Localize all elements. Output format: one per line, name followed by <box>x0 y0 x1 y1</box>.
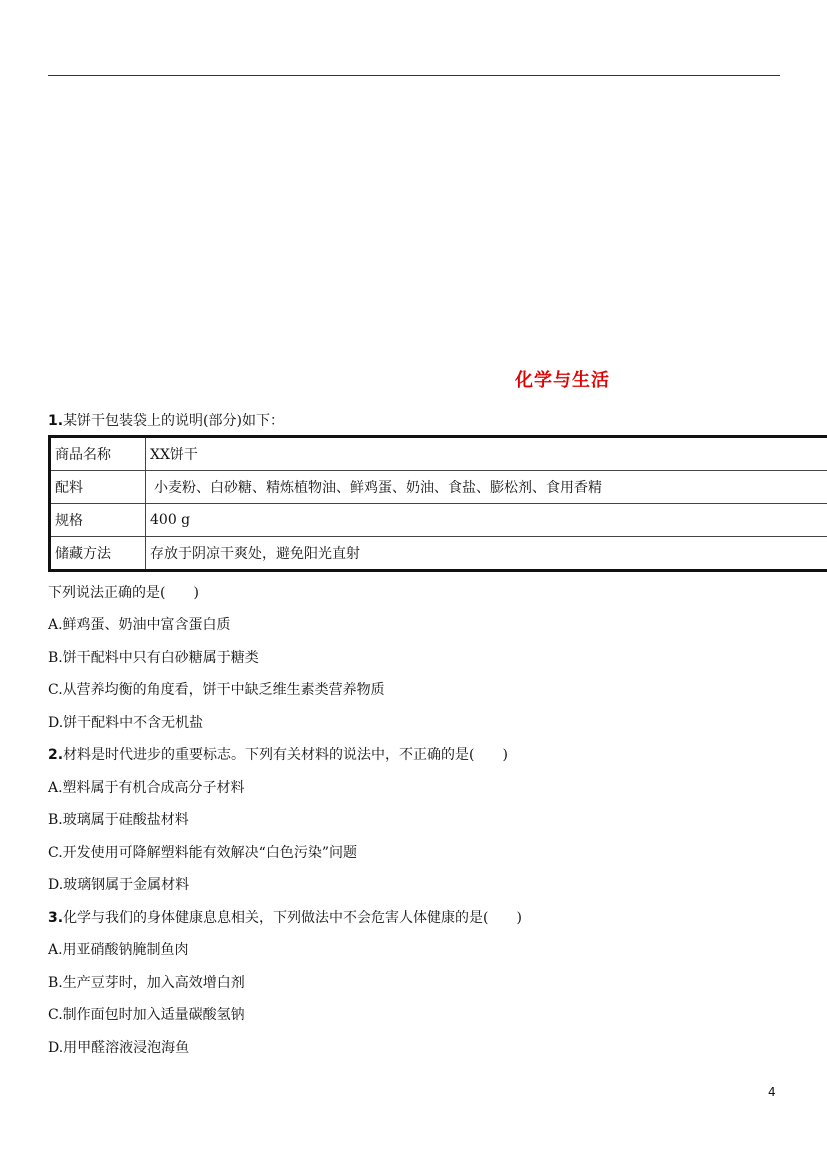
table-cell-label: 储藏方法 <box>50 537 146 571</box>
table-cell-value: 400 g <box>146 504 827 537</box>
table-cell-label: 规格 <box>50 504 146 537</box>
question-2-option-c: C.开发使用可降解塑料能有效解决“白色污染”问题 <box>48 845 357 861</box>
table-row <box>50 471 827 504</box>
question-1-text: 某饼干包装袋上的说明(部分)如下： <box>63 413 284 429</box>
table-cell-label: 配料 <box>50 471 146 504</box>
question-2-stem <box>48 744 508 764</box>
question-3-option-b: B.生产豆芽时，加入高效增白剂 <box>48 975 245 991</box>
question-3-number: 3. <box>48 910 64 926</box>
page-number: 4 <box>768 1085 776 1099</box>
question-1-option-d: D.饼干配料中不含无机盐 <box>48 715 204 731</box>
table-row <box>50 437 827 471</box>
product-info-table <box>48 435 827 572</box>
question-2-option-b: B.玻璃属于硅酸盐材料 <box>48 812 189 828</box>
section-title: 化学与生活 <box>515 370 610 391</box>
question-2-number: 2. <box>48 747 64 763</box>
question-1-option-b: B.饼干配料中只有白砂糖属于糖类 <box>48 650 259 666</box>
header-rule <box>48 75 780 76</box>
question-3-option-c: C.制作面包时加入适量碳酸氢钠 <box>48 1007 245 1023</box>
question-2-option-a: A.塑料属于有机合成高分子材料 <box>48 780 245 796</box>
question-3-option-a: A.用亚硝酸钠腌制鱼肉 <box>48 942 189 958</box>
table-cell-value: 小麦粉、白砂糖、精炼植物油、鲜鸡蛋、奶油、食盐、膨松剂、食用香精 <box>146 471 827 504</box>
table-row <box>50 504 827 537</box>
table-row <box>50 537 827 571</box>
question-2-text: 材料是时代进步的重要标志。下列有关材料的说法中，不正确的是( ) <box>63 747 508 763</box>
table-cell-value: XX饼干 <box>146 437 827 471</box>
question-1-number: 1. <box>48 413 64 429</box>
question-3-stem <box>48 907 522 927</box>
table-cell-label: 商品名称 <box>50 437 146 471</box>
question-1-option-a: A.鲜鸡蛋、奶油中富含蛋白质 <box>48 617 231 633</box>
question-2-option-d: D.玻璃钢属于金属材料 <box>48 877 190 893</box>
question-1-prompt: 下列说法正确的是( ) <box>48 585 199 601</box>
question-3-text: 化学与我们的身体健康息息相关，下列做法中不会危害人体健康的是( ) <box>63 910 522 926</box>
question-1-stem <box>48 410 284 430</box>
table-cell-value: 存放于阴凉干爽处，避免阳光直射 <box>146 537 827 571</box>
question-1-option-c: C.从营养均衡的角度看，饼干中缺乏维生素类营养物质 <box>48 682 385 698</box>
question-3-option-d: D.用甲醛溶液浸泡海鱼 <box>48 1040 190 1056</box>
